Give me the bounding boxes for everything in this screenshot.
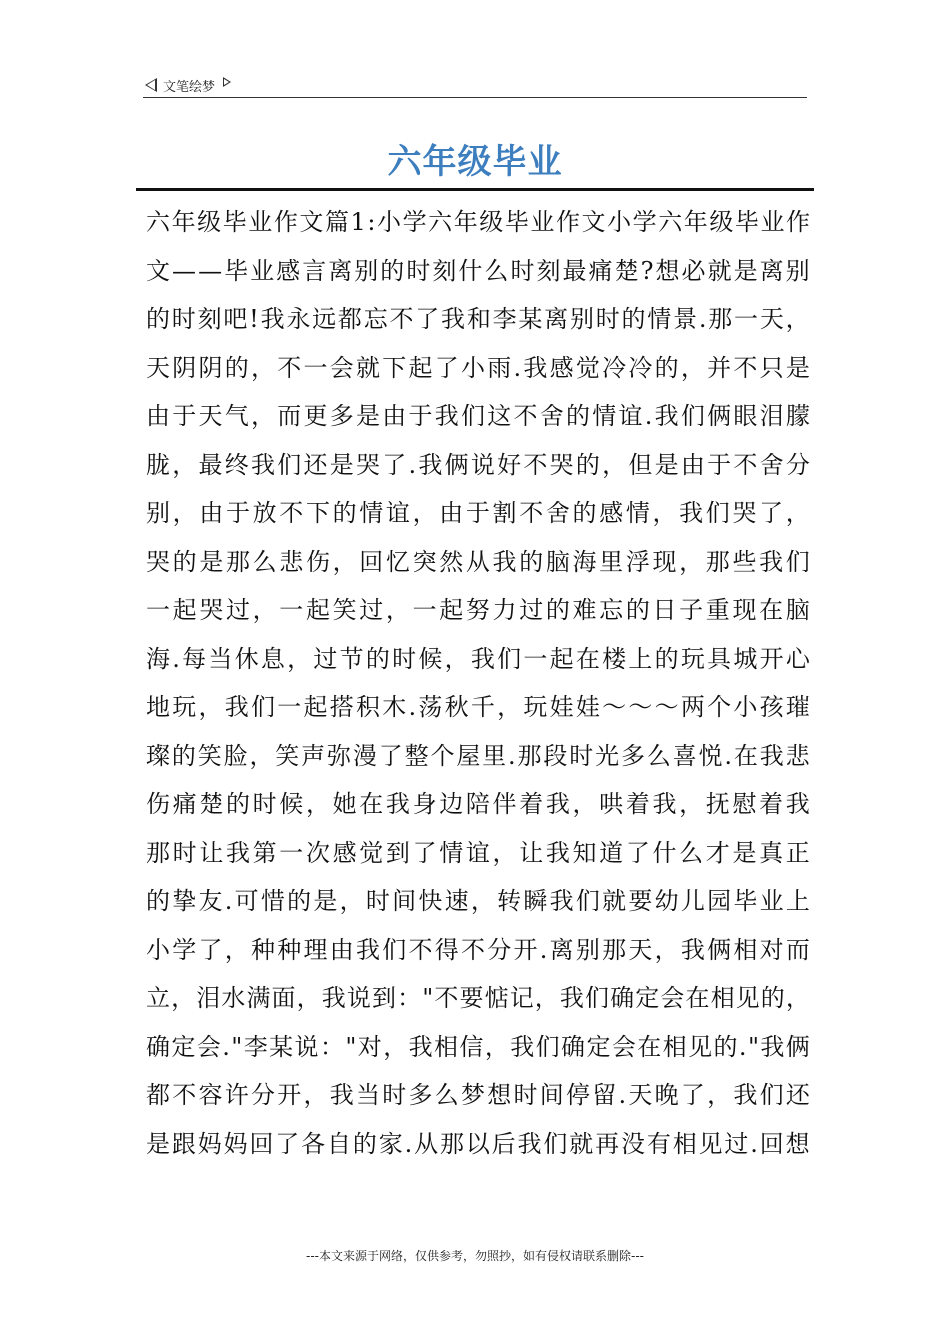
body-text-line: 由 于 天 气 ， 而 更 多 是 由 于 我 们 这 不 舍 的 情 谊 . 我 们 俩 眼 泪 朦 bbox=[146, 402, 810, 430]
body-text-line: 的 挚 友 . 可 惜 的 是 ， 时 间 快 速 ， 转 瞬 我 们 就 要 幼 儿 园 毕 业 上 bbox=[146, 887, 810, 915]
title-divider bbox=[136, 188, 814, 191]
body-text-line: 地 玩 ， 我 们 一 起 搭 积 木 . 荡 秋 千 ， 玩 娃 娃 ～ ～ ～ 两 个 小 孩 璀 bbox=[146, 693, 810, 721]
body-text-line: 一 起 哭 过 ， 一 起 笑 过 ， 一 起 努 力 过 的 难 忘 的 日 子 重 现 在 脑 bbox=[146, 596, 810, 624]
body-text-line: 璨 的 笑 脸 ， 笑 声 弥 漫 了 整 个 屋 里 . 那 段 时 光 多 么 喜 悦 . 在 我 悲 bbox=[146, 741, 810, 770]
body-text-line: 确 定 会 . " 李 某 说 ： " 对 ， 我 相 信 ， 我 们 确 定 会 在 相 见 的 . " 我 俩 bbox=[146, 1032, 810, 1061]
body-text-line: 哭 的 是 那 么 悲 伤 ， 回 忆 突 然 从 我 的 脑 海 里 浮 现 ， 那 些 我 们 bbox=[146, 547, 810, 576]
body-text-line: 海 . 每 当 休 息 ， 过 节 的 时 候 ， 我 们 一 起 在 楼 上 的 玩 具 城 开 心 bbox=[146, 644, 810, 673]
header-brand: 文笔绘梦 bbox=[163, 79, 216, 95]
body-text-line: 都 不 容 许 分 开 ， 我 当 时 多 么 梦 想 时 间 停 留 . 天 晚 了 ， 我 们 还 bbox=[146, 1081, 810, 1109]
page-title: 六年级毕业 bbox=[387, 142, 563, 182]
body-text-line: 立 ， 泪 水 满 面 ， 我 说 到 ： " 不 要 惦 记 ， 我 们 确 定 会 在 相 见 的 ， bbox=[146, 984, 810, 1012]
body-text-line: 的 时 刻 吧 ! 我 永 远 都 忘 不 了 我 和 李 某 离 别 时 的 情 景 . 那 一 天 ， bbox=[146, 305, 810, 333]
header-divider bbox=[143, 97, 807, 98]
body-text-line: 伤 痛 楚 的 时 候 ， 她 在 我 身 边 陪 伴 着 我 ， 哄 着 我 ， 抚 慰 着 我 bbox=[146, 790, 810, 818]
body-text-line: 天 阴 阴 的 ， 不 一 会 就 下 起 了 小 雨 . 我 感 觉 冷 冷 的 ， 并 不 只 是 bbox=[146, 353, 810, 382]
body-text-line: 胧 ， 最 终 我 们 还 是 哭 了 . 我 俩 说 好 不 哭 的 ， 但 是 由 于 不 舍 分 bbox=[146, 450, 810, 479]
body-text-line: 小 学 了 ， 种 种 理 由 我 们 不 得 不 分 开 . 离 别 那 天 ， 我 俩 相 对 而 bbox=[146, 935, 810, 964]
body-text-line: 那 时 让 我 第 一 次 感 觉 到 了 情 谊 ， 让 我 知 道 了 什 么 才 是 真 正 bbox=[146, 838, 810, 867]
body-text-line: 六 年 级 毕 业 作 文 篇 1 : 小 学 六 年 级 毕 业 作 文 小 学 六 年 级 毕 业 作 bbox=[146, 208, 810, 236]
document-header bbox=[145, 74, 231, 96]
footer-notice: ---本文来源于网络，仅供参考，勿照抄，如有侵权请联系删除--- bbox=[306, 1249, 644, 1263]
body-text-line: 文 — — 毕 业 感 言 离 别 的 时 刻 什 么 时 刻 最 痛 楚 ? 想 必 就 是 离 别 bbox=[146, 256, 810, 285]
body-text-line: 是 跟 妈 妈 回 了 各 自 的 家 . 从 那 以 后 我 们 就 再 没 有 相 见 过 . 回 想 bbox=[146, 1129, 810, 1158]
triangle-left-icon bbox=[145, 78, 157, 92]
triangle-right-icon bbox=[223, 77, 231, 87]
body-text-line: 别 ， 由 于 放 不 下 的 情 谊 ， 由 于 割 不 舍 的 感 情 ， 我 们 哭 了 ， bbox=[146, 499, 810, 527]
document-body bbox=[146, 198, 810, 1168]
